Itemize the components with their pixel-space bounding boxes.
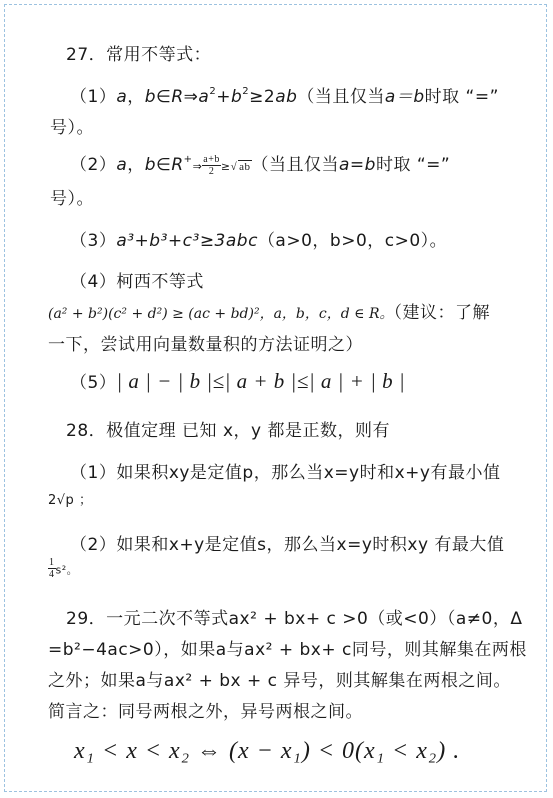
fraction-one-quarter [48, 557, 56, 580]
b-in-r: b∈R [144, 155, 184, 175]
implies-arrow: ⇒ [192, 160, 203, 173]
take-equal-text: 时取 “=” [424, 87, 499, 107]
fraction-denominator: 2 [208, 165, 215, 177]
var-a: a [116, 87, 128, 107]
condition-text: （当且仅当 [251, 155, 340, 175]
item-1-prefix: （1） [70, 87, 117, 107]
r-plus-superscript: + [183, 154, 193, 165]
exponent: 2 [242, 86, 250, 97]
plus-sign: + [216, 87, 231, 107]
cauchy-inequality-formula: (a² + b²)(c² + d²) ≥ (ac + bd)²，a，b，c，d ∈ R。 [48, 306, 394, 322]
a-squared-base: a [198, 87, 210, 107]
item-4-title: （4）柯西不等式 [70, 272, 204, 292]
final-solution-formula: x₁ < x < x₂ ⇔ (x − x₁) < 0(x₁ < x₂) . [74, 738, 461, 764]
sqrt-ab: √ ab [230, 161, 251, 173]
item-4-line-3: 一下，尝试用向量数量积的方法证明之） [48, 335, 363, 355]
heading-29-line-1: 29．一元二次不等式ax² + bx+ c >0（或<0）（a≠0，Δ [66, 609, 523, 629]
item-28-2-value [48, 557, 78, 580]
item-3-line [70, 226, 447, 251]
heading-27: 27．常用不等式： [66, 45, 212, 65]
item-2-line [70, 150, 450, 177]
positivity-condition: （a>0，b>0，c>0）。 [257, 231, 448, 251]
take-equal-text: 时取 “=” [375, 155, 451, 175]
ab: ab [275, 87, 298, 107]
a-equals-b: a=b [339, 155, 376, 175]
amgm-three-expression: a³+b³+c³≥3abc [116, 231, 258, 251]
exponent: 2 [209, 86, 217, 97]
fraction-numerator: a+b [203, 153, 220, 165]
item-28-2-line: （2）如果和x+y是定值s，那么当x=y时积xy 有最大值 [70, 535, 505, 555]
triangle-inequality-formula: | a | − | b |≤| a + b |≤| a | + | b | [116, 369, 406, 393]
item-5-line [70, 368, 405, 394]
var-a: a [116, 155, 128, 175]
a-equals-b: a＝b [384, 87, 425, 107]
item-2-line-2: 号）。 [50, 189, 94, 209]
heading-29-line-4: 简言之：同号两根之外，异号两根之间。 [48, 702, 363, 722]
item-2-prefix: （2） [70, 155, 117, 175]
s-squared-tail: s²。 [55, 563, 79, 577]
geq-sign: ≥ [220, 160, 231, 173]
fraction-a-plus-b-over-2 [202, 154, 221, 177]
heading-29-line-3: 之外；如果a与ax² + bx + c 异号，则其解集在两根之间。 [48, 671, 511, 691]
b-squared-base: b [230, 87, 243, 107]
comma: ， [127, 155, 145, 175]
comma: ， [127, 87, 145, 107]
item-1-line [70, 82, 499, 107]
item-28-1-line: （1）如果积xy是定值p，那么当x=y时和x+y有最小值 [70, 463, 501, 483]
heading-29-line-2: =b²−4ac>0），如果a与ax² + bx+ c同号，则其解集在两根 [48, 640, 527, 660]
suggestion-text: （建议：了解 [393, 303, 490, 323]
sqrt-radicand: ab [239, 161, 251, 173]
fraction-numerator: 1 [49, 557, 55, 568]
item-28-1-value: 2√p ； [48, 493, 93, 508]
fraction-denominator: 4 [49, 569, 55, 580]
item-1-line-2: 号）。 [50, 118, 94, 138]
geq-two: ≥2 [249, 87, 276, 107]
item-5-prefix: （5） [70, 373, 117, 393]
condition-text: （当且仅当 [297, 87, 385, 107]
item-4-formula-line [48, 298, 490, 323]
heading-28: 28．极值定理 已知 x，y 都是正数，则有 [66, 421, 390, 441]
item-3-prefix: （3） [70, 231, 117, 251]
b-in-r: b∈R⇒ [144, 87, 199, 107]
